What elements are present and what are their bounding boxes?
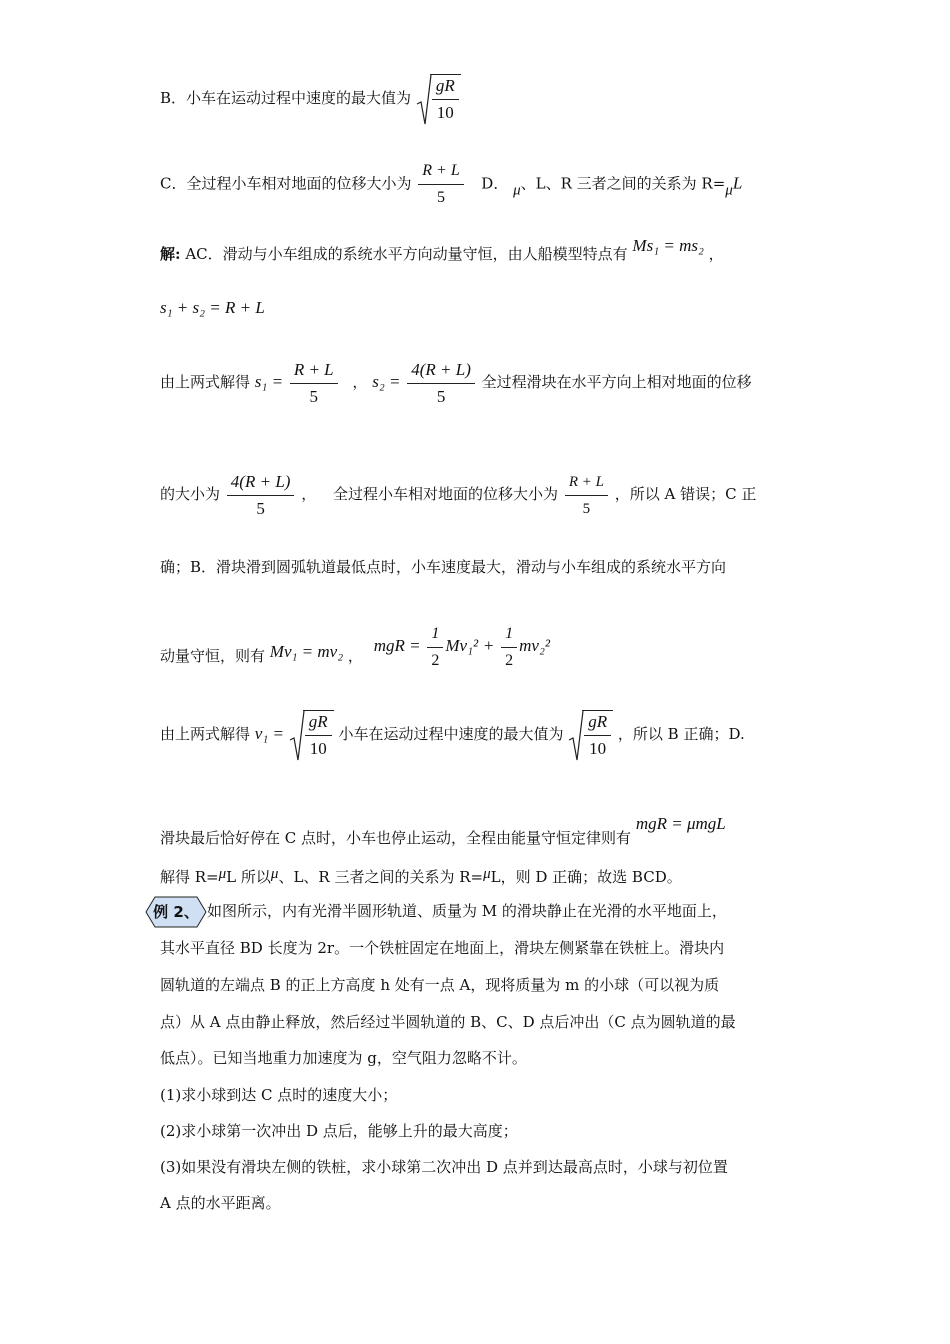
question-2: (2)求小球第一次冲出 D 点后，能够上升的最大高度；	[160, 1122, 518, 1140]
solution-label: 解:	[160, 245, 181, 263]
question-3-cont: A 点的水平距离。	[160, 1194, 281, 1212]
solve-s1-s2-line: 由上两式解得 s₁ = $\frac{R + L}{5}$ ， s₂ = $\frac{4(R + L)}{5}$ 全过程滑块在水平方向上相对地面的位移	[160, 359, 752, 406]
option-c-text: C．全过程小车相对地面的位移大小为	[160, 174, 412, 193]
displacement-line: 的大小为 $\frac{4(R + L)}{5}$ ， 全过程小车相对地面的位移大小为 $\frac{R + L}{5}$ ，所以 A 错误；C 正	[160, 471, 757, 518]
energy-line: 滑块最后恰好停在 C 点时，小车也停止运动，全程由能量守恒定律则有 mgR = μmgL	[160, 814, 726, 847]
solution-text: AC．滑动与小车组成的系统水平方向动量守恒，由人船模型特点有	[180, 245, 628, 263]
final-line: 解得 R=μL 所以μ、L、R 三者之间的关系为 R=μL，则 D 正确；故选 BCD。	[160, 866, 682, 886]
solution-line: 解: AC．滑动与小车组成的系统水平方向动量守恒，由人船模型特点有 Ms₁ = ms₂ ，	[160, 236, 724, 263]
example-p1: 如图所示，内有光滑半圆形轨道、质量为 M 的滑块静止在光滑的水平地面上，	[207, 902, 727, 920]
question-3: (3)如果没有滑块左侧的铁桩，求小球第二次冲出 D 点并到达最高点时，小球与初位置	[160, 1158, 728, 1176]
example-p2: 其水平直径 BD 长度为 2r。一个铁桩固定在地面上，滑块左侧紧靠在铁桩上。滑块内	[160, 939, 725, 957]
option-c-d-line: C．全过程小车相对地面的位移大小为 $\frac{R + L}{5}$ D． μ、L、R 三者之间的关系为 R=μL	[160, 160, 742, 209]
sqrt-gR-over-10: $\frac{gR}{10}$	[416, 74, 461, 124]
example-p3: 圆轨道的左端点 B 的正上方高度 h 处有一点 A，现将质量为 m 的小球（可以视为质	[160, 976, 720, 994]
option-d-text: 、L、R 三者之间的关系为 R=	[520, 174, 726, 193]
line-b-explain: 确；B．滑块滑到圆弧轨道最低点时，小车速度最大，滑动与小车组成的系统水平方向	[160, 558, 727, 576]
question-1: (1)求小球到达 C 点时的速度大小；	[160, 1086, 398, 1104]
max-speed-line: 由上两式解得 v₁ = $\frac{gR}{10}$ 小车在运动过程中速度的最大值为 $\frac{gR}{10}$ ，所以 B 正确；D.	[160, 712, 745, 758]
option-d-label: D．	[481, 174, 509, 193]
eq-s1-plus-s2: s₁ + s₂ = R + L	[160, 298, 265, 317]
example-p4: 点）从 A 点由静止释放，然后经过半圆轨道的 B、C、D 点后冲出（C 点为圆轨道的最	[160, 1013, 736, 1031]
momentum-line: 动量守恒，则有 Mv₁ = mv₂ ， mgR = $\frac{1}{2}$ Mv₁² + $\frac{1}{2}$ mv₂²	[160, 624, 550, 669]
option-b-text: B．小车在运动过程中速度的最大值为	[160, 89, 412, 107]
option-b-line	[160, 74, 461, 124]
example-p5: 低点）。已知当地重力加速度为 g，空气阻力忽略不计。	[160, 1049, 527, 1067]
mu-symbol: μ	[513, 182, 521, 199]
eq-Ms1-ms2: Ms₁ = ms₂	[632, 236, 704, 255]
frac-RL-over-5: $\frac{R + L}{5}$	[418, 160, 463, 209]
example-badge: 例 2、	[145, 896, 207, 928]
